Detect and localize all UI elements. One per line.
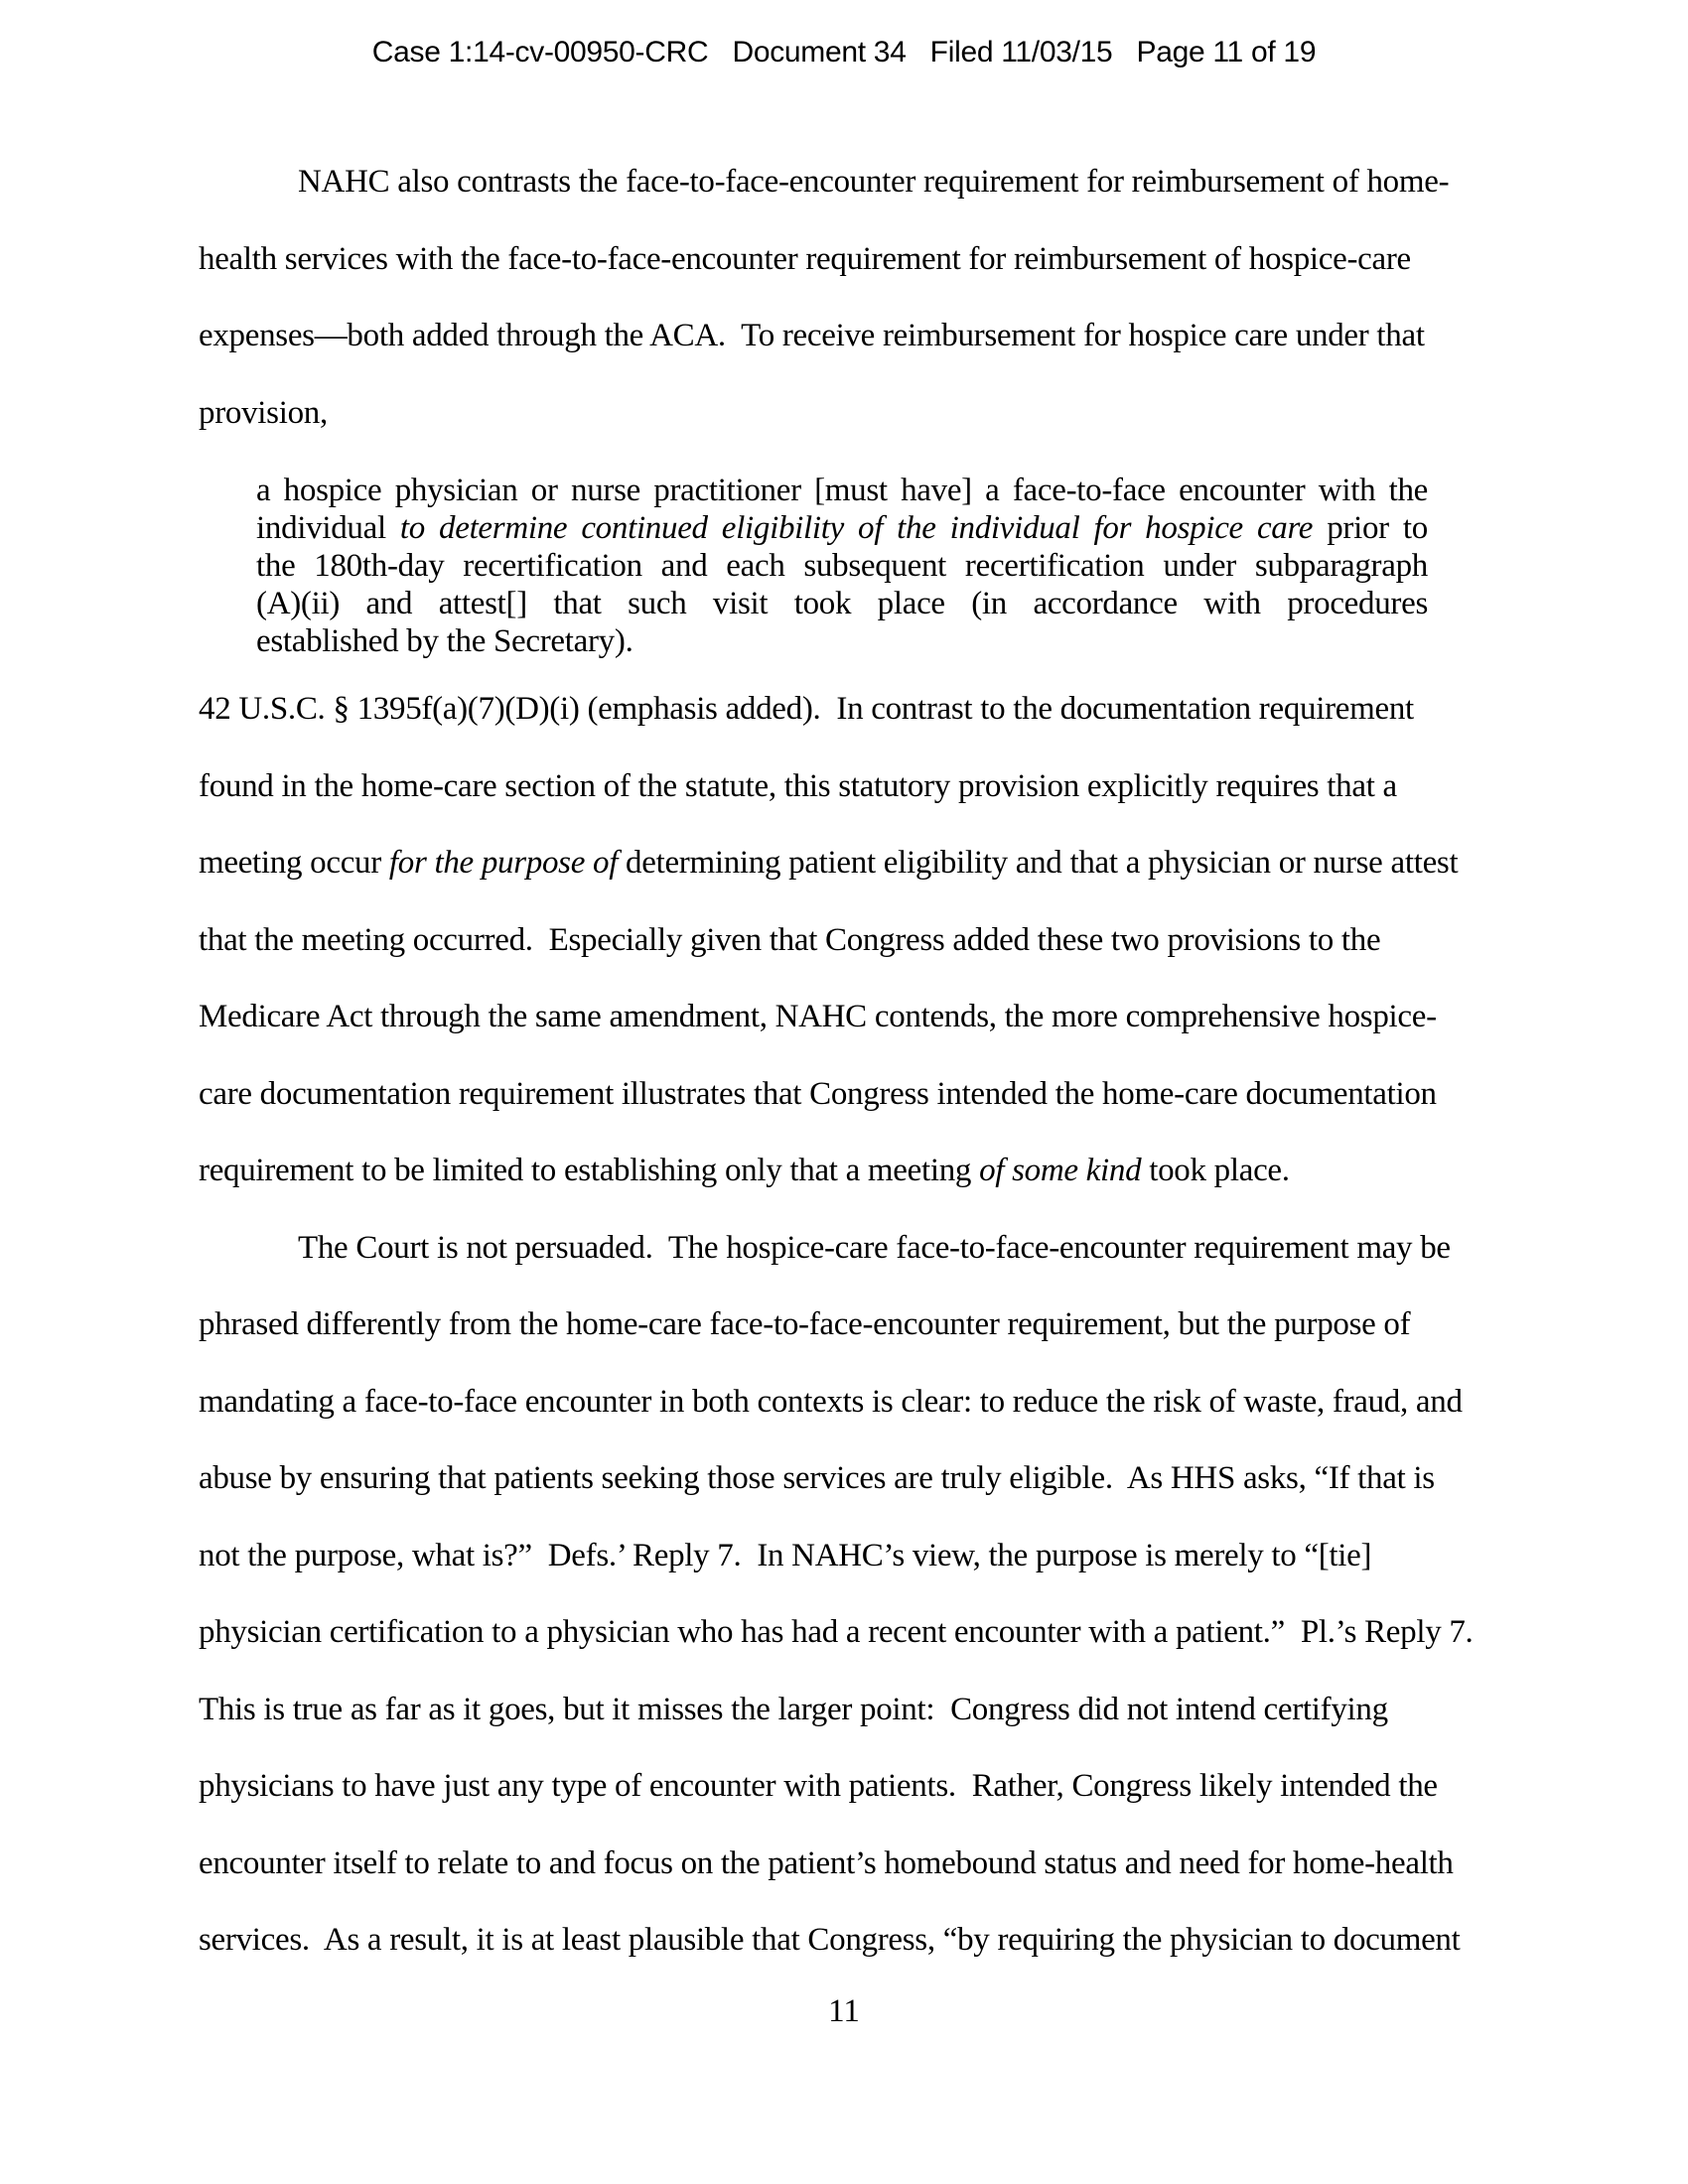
text-segment: health services with the face-to-face-encounter requirement for reimbursement of hospice-care <box>199 240 1411 277</box>
text-line <box>256 585 1428 622</box>
text-segment: requirement to be limited to establishing only that a meeting <box>199 1153 980 1188</box>
text-line <box>199 902 1489 980</box>
text-segment: that the meeting occurred. Especially given that Congress added these two provisions to the <box>199 921 1381 958</box>
text-segment: not the purpose, what is?” Defs.’ Reply 7. In NAHC’s view, the purpose is merely to “[tie] <box>199 1537 1372 1573</box>
text-line <box>199 749 1489 826</box>
text-segment: abuse by ensuring that patients seeking those services are truly eligible. As HHS asks, “If that is <box>199 1460 1435 1496</box>
text-segment: prior to <box>1313 510 1429 546</box>
text-line <box>199 671 1489 749</box>
block-quote <box>256 472 1428 660</box>
text-line <box>199 1518 1489 1595</box>
text-segment: mandating a face-to-face encounter in both contexts is clear: to reduce the risk of waste, fraud, and <box>199 1383 1463 1420</box>
text-segment: determining patient eligibility and that a physician or nurse attest <box>618 845 1459 881</box>
italic-text: to determine continued eligibility of the individual for hospice care <box>399 510 1314 546</box>
text-segment: established by the Secretary). <box>256 623 633 659</box>
text-segment: Medicare Act through the same amendment, NAHC contends, the more comprehensive hospice- <box>199 999 1437 1034</box>
paragraph <box>199 1210 1489 1979</box>
text-line <box>199 375 1489 453</box>
text-line <box>256 509 1428 547</box>
text-segment: the 180th-day recertification and each subsequent recertification under subparagraph <box>256 548 1428 584</box>
text-line <box>199 1210 1489 1288</box>
text-segment: care documentation requirement illustrates that Congress intended the home-care documentation <box>199 1075 1437 1112</box>
text-line <box>199 1594 1489 1672</box>
text-segment: This is true as far as it goes, but it misses the larger point: Congress did not intend certifying <box>199 1691 1388 1727</box>
italic-text: for the purpose of <box>388 845 619 881</box>
text-segment: The Court is not persuaded. The hospice-care face-to-face-encounter requirement may be <box>298 1229 1451 1266</box>
text-segment: 42 U.S.C. § 1395f(a)(7)(D)(i) (emphasis added). In contrast to the documentation requirement <box>199 691 1414 727</box>
text-segment: services. As a result, it is at least plausible that Congress, “by requiring the physician to document <box>199 1922 1461 1958</box>
text-segment: NAHC also contrasts the face-to-face-encounter requirement for reimbursement of home- <box>298 164 1450 200</box>
text-segment: physician certification to a physician who has had a recent encounter with a patient.” Pl.’s Reply 7. <box>199 1614 1474 1650</box>
case-stamp-header: Case 1:14-cv-00950-CRC Document 34 Filed 11/03/15 Page 11 of 19 <box>371 36 1317 68</box>
text-segment: a hospice physician or nurse practitioner [must have] a face-to-face encounter with the <box>256 473 1428 508</box>
text-line <box>199 1748 1489 1826</box>
text-line <box>256 547 1428 585</box>
text-segment: provision, <box>199 394 328 431</box>
text-segment: individual <box>256 510 400 546</box>
text-line <box>199 1440 1489 1518</box>
text-line <box>199 1287 1489 1364</box>
text-line <box>256 622 1428 660</box>
text-segment: encounter itself to relate to and focus on the patient’s homebound status and need for home-health <box>199 1844 1454 1881</box>
text-line <box>199 1364 1489 1441</box>
text-line <box>199 1826 1489 1903</box>
paragraph <box>199 671 1489 1210</box>
text-line <box>256 472 1428 509</box>
text-line <box>199 221 1489 299</box>
text-line <box>199 825 1489 902</box>
page-number: 11 <box>828 1993 860 2029</box>
text-segment: meeting occur <box>199 845 389 881</box>
text-segment: found in the home-care section of the statute, this statutory provision explicitly requires that a <box>199 767 1397 804</box>
text-segment: took place. <box>1141 1153 1290 1188</box>
text-segment: expenses—both added through the ACA. To receive reimbursement for hospice care under that <box>199 318 1425 353</box>
text-line <box>199 979 1489 1056</box>
text-segment: physicians to have just any type of encounter with patients. Rather, Congress likely intended the <box>199 1768 1438 1804</box>
italic-text: of some kind <box>979 1153 1142 1188</box>
text-line <box>199 1672 1489 1749</box>
text-segment: (A)(ii) and attest[] that such visit took place (in accordance with procedures <box>256 586 1428 621</box>
text-line <box>199 298 1489 375</box>
text-line <box>199 1133 1489 1210</box>
paragraph <box>199 144 1489 452</box>
text-line <box>199 1902 1489 1979</box>
document-body <box>199 144 1489 1979</box>
text-line <box>199 144 1489 221</box>
text-line <box>199 1056 1489 1134</box>
text-segment: phrased differently from the home-care face-to-face-encounter requirement, but the purpose of <box>199 1306 1411 1342</box>
